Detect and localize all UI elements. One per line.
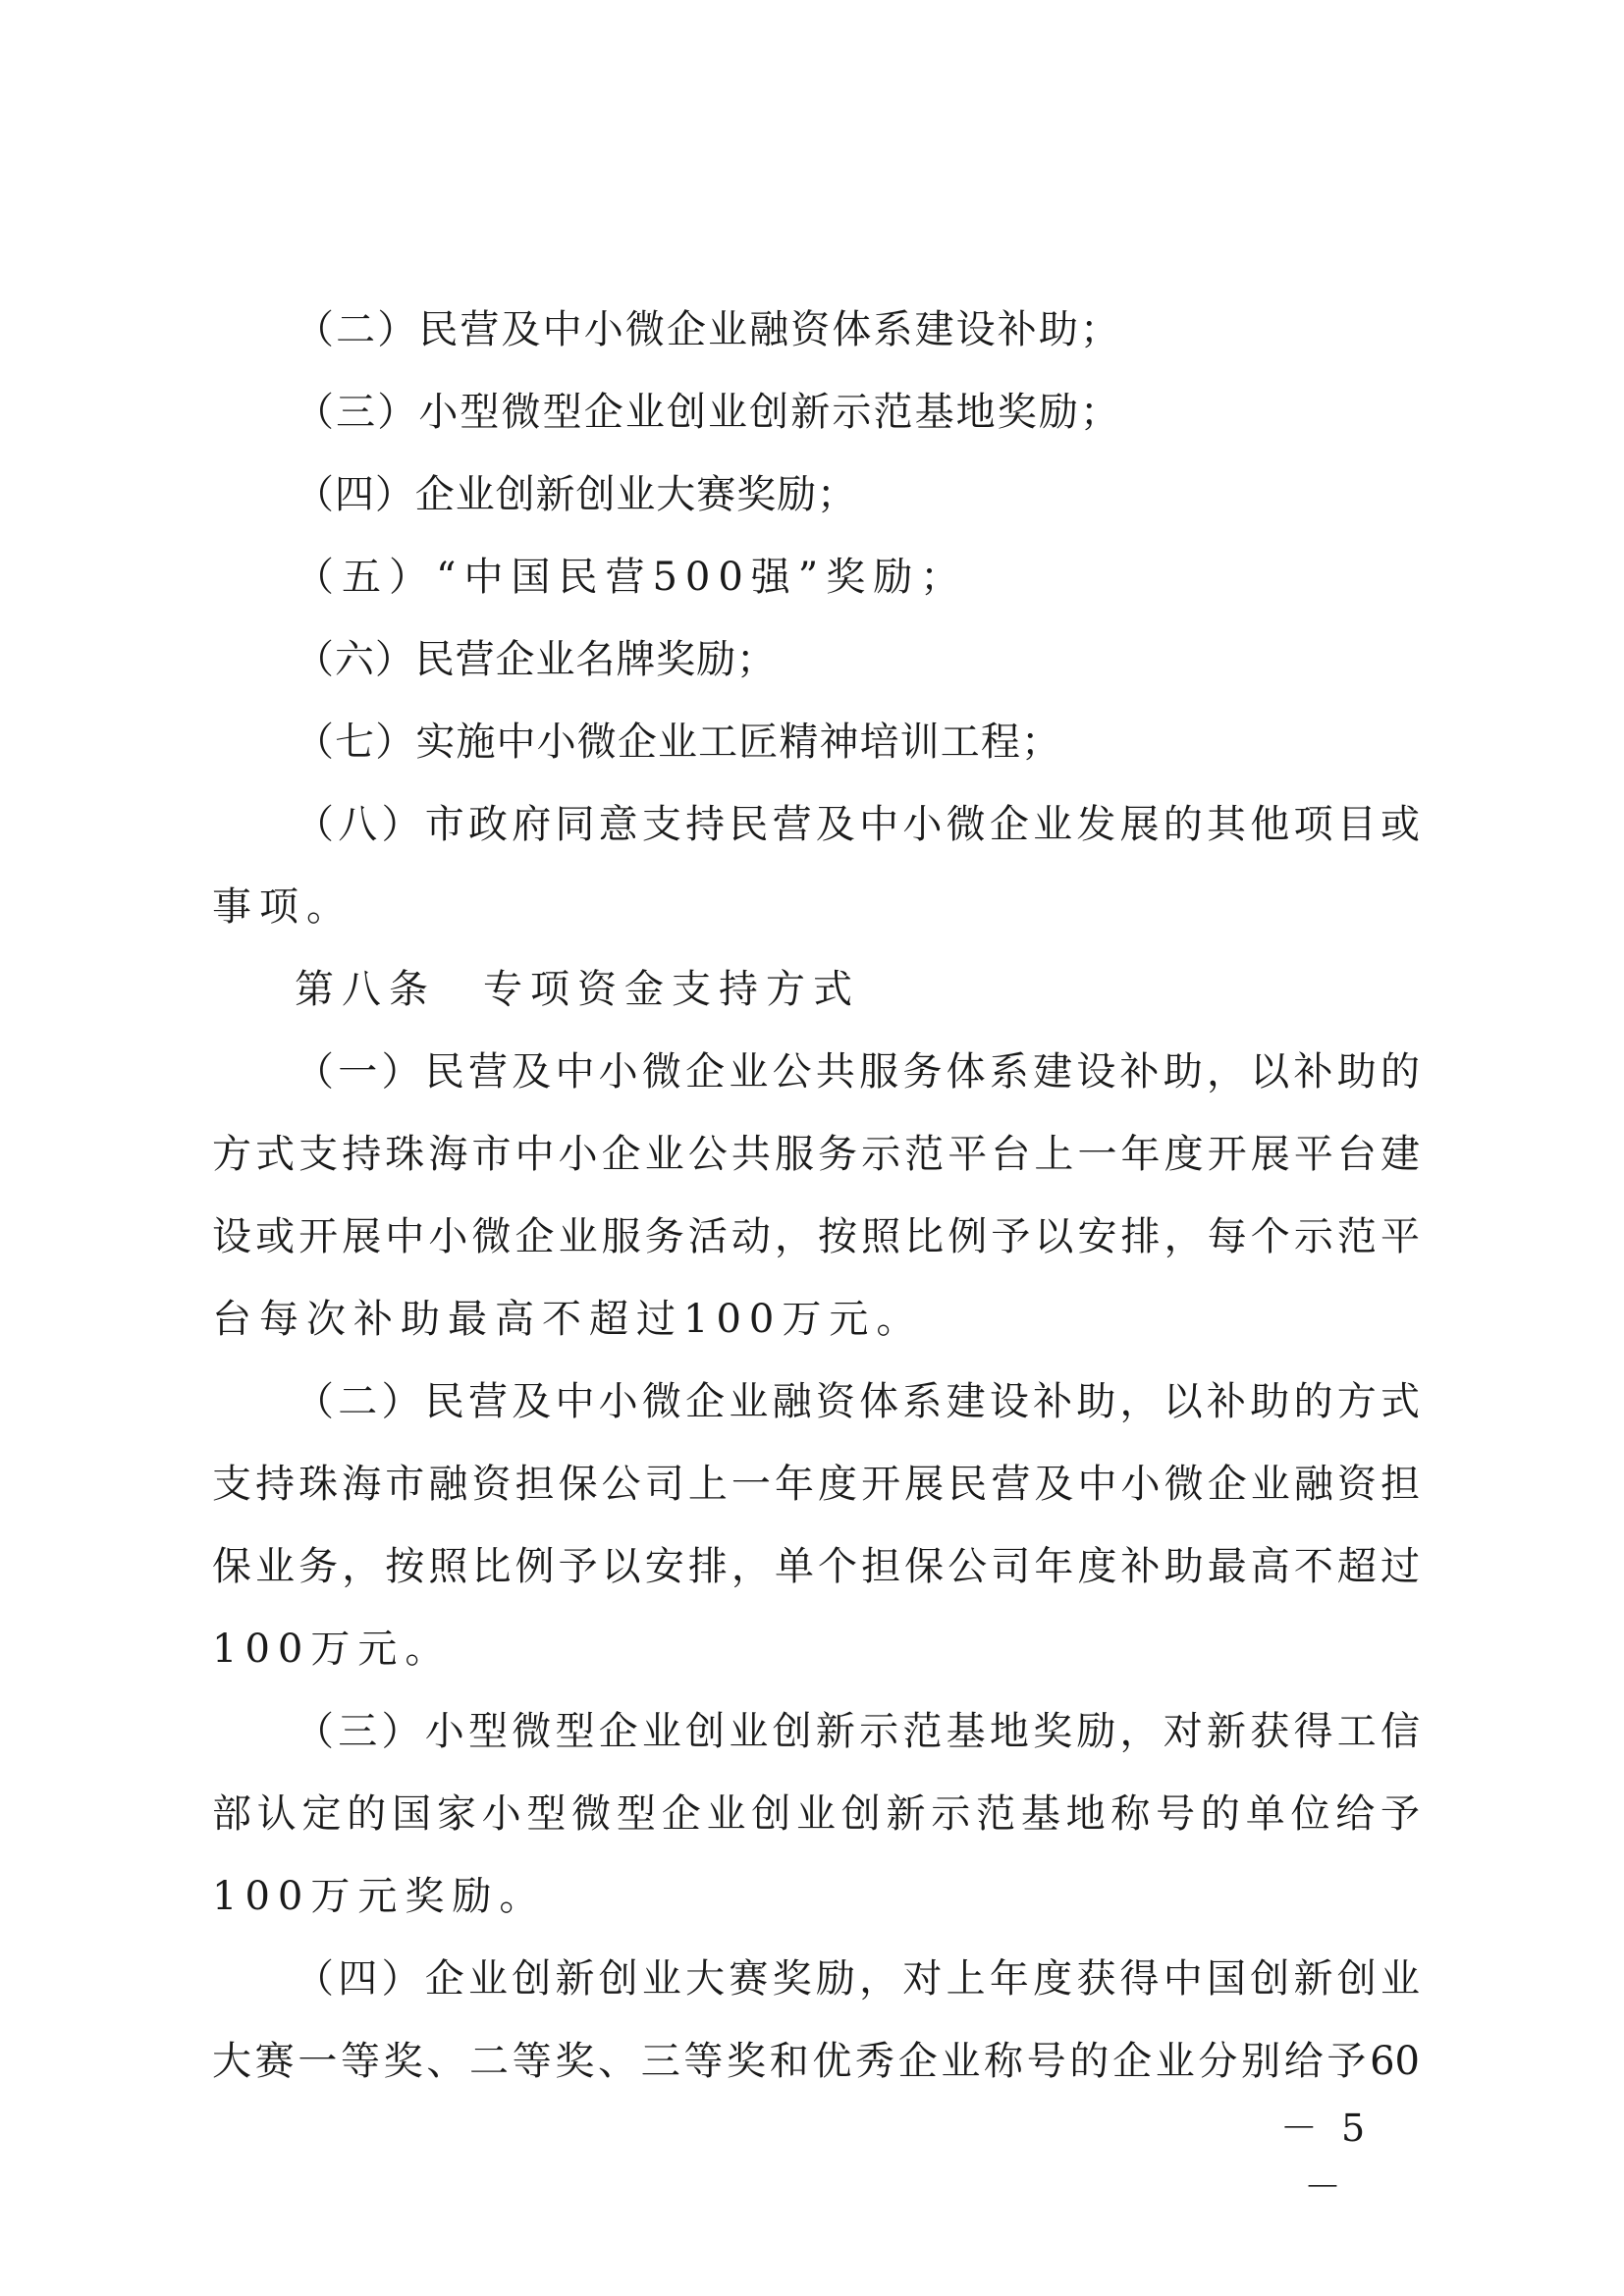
body-line-8: 事项。 xyxy=(212,884,353,930)
body-line-17: 100万元。 xyxy=(212,1627,453,1672)
body-line-20: 100万元奖励。 xyxy=(212,1874,547,1919)
body-line-15: 支持珠海市融资担保公司上一年度开展民营及中小微企业融资担 xyxy=(212,1462,1420,1507)
article-heading: 第八条 专项资金支持方式 xyxy=(295,967,860,1012)
body-line-14: （二）民营及中小微企业融资体系建设补助，以补助的方式 xyxy=(295,1379,1420,1424)
body-line-18: （三）小型微型企业创业创新示范基地奖励，对新获得工信 xyxy=(295,1709,1420,1754)
body-line-12: 设或开展中小微企业服务活动，按照比例予以安排，每个示范平 xyxy=(212,1214,1420,1259)
body-line-22: 大赛一等奖、二等奖、三等奖和优秀企业称号的企业分别给予60 xyxy=(212,2039,1420,2084)
body-line-3: （四）企业创新创业大赛奖励； xyxy=(295,472,856,517)
page-number: － 5 － xyxy=(1279,2107,1372,2209)
body-line-6: （七）实施中小微企业工匠精神培训工程； xyxy=(295,720,1060,765)
body-line-21: （四）企业创新创业大赛奖励，对上年度获得中国创新创业 xyxy=(295,1956,1420,2002)
body-line-19: 部认定的国家小型微型企业创业创新示范基地称号的单位给予 xyxy=(212,1791,1420,1837)
body-line-13: 台每次补助最高不超过100万元。 xyxy=(212,1297,924,1342)
body-line-10: （一）民营及中小微企业公共服务体系建设补助，以补助的 xyxy=(295,1049,1420,1095)
body-line-4: （五）“中国民营500强”奖励； xyxy=(295,555,968,600)
body-line-5: （六）民营企业名牌奖励； xyxy=(295,637,776,682)
body-line-2: （三）小型微型企业创业创新示范基地奖励； xyxy=(295,390,1119,435)
body-line-16: 保业务，按照比例予以安排，单个担保公司年度补助最高不超过 xyxy=(212,1544,1420,1589)
body-line-1: （二）民营及中小微企业融资体系建设补助； xyxy=(295,307,1119,352)
body-line-7: （八）市政府同意支持民营及中小微企业发展的其他项目或 xyxy=(295,802,1420,847)
body-line-11: 方式支持珠海市中小企业公共服务示范平台上一年度开展平台建 xyxy=(212,1132,1420,1177)
